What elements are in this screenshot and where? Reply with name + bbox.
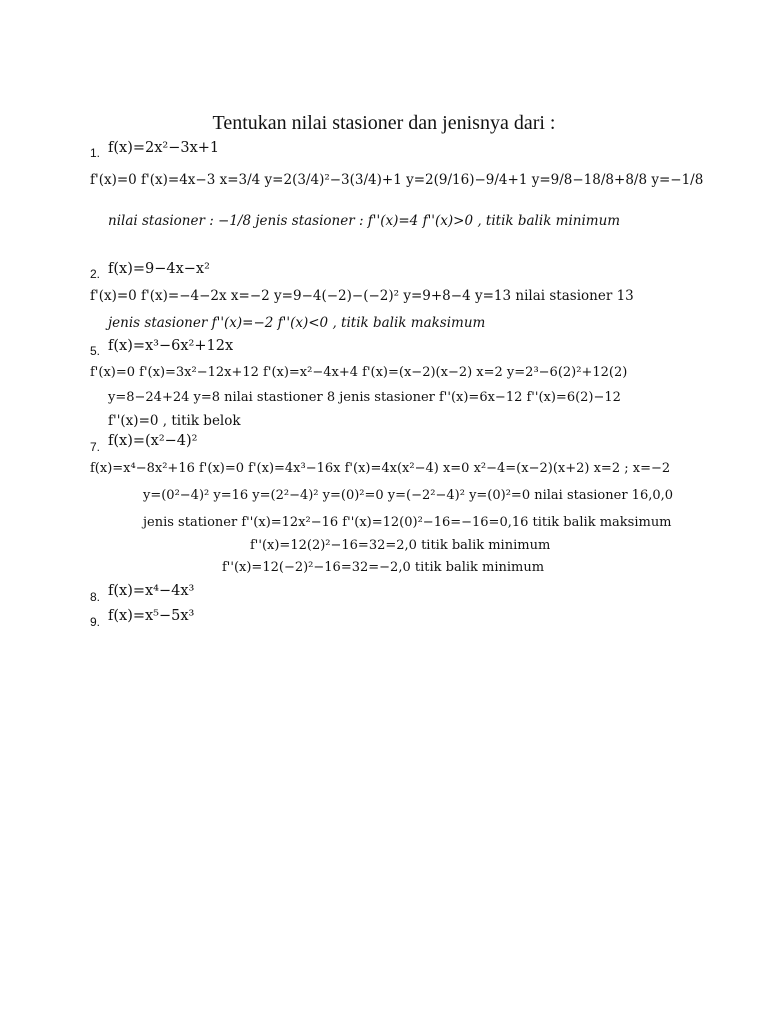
solution-line: jenis stationer f''(x)=12x²−16 f''(x)=12(0)²−16=−16=0,16 titik balik maksimum (143, 515, 672, 530)
solution-line: y=(0²−4)² y=16 y=(2²−4)² y=(0)²=0 y=(−2²−4)² y=(0)²=0 nilai stasioner 16,0,0 (143, 488, 674, 503)
solution-line: y=8−24+24 y=8 nilai stastioner 8 jenis stasioner f''(x)=6x−12 f''(x)=6(2)−12 (108, 390, 621, 405)
solution-line: f''(x)=12(2)²−16=32=2,0 titik balik minimum (250, 538, 551, 553)
problem-number: 9. (90, 615, 101, 629)
problem-function: f(x)=x⁵−5x³ (108, 608, 195, 624)
solution-line: nilai stasioner : −1/8 jenis stasioner : f''(x)=4 f''(x)>0 , titik balik minimum (108, 213, 621, 229)
solution-line: f'(x)=0 f'(x)=3x²−12x+12 f'(x)=x²−4x+4 f'(x)=(x−2)(x−2) x=2 y=2³−6(2)²+12(2) (90, 365, 628, 380)
problem-function: f(x)=x³−6x²+12x (108, 338, 234, 354)
problem-number: 1. (90, 146, 101, 160)
problem-function: f(x)=x⁴−4x³ (108, 583, 195, 599)
solution-line: f''(x)=0 , titik belok (108, 413, 241, 429)
problem-function: f(x)=(x²−4)² (108, 433, 198, 449)
problem-function: f(x)=9−4x−x² (108, 261, 210, 277)
problem-number: 8. (90, 590, 101, 604)
solution-line: f(x)=x⁴−8x²+16 f'(x)=0 f'(x)=4x³−16x f'(x)=4x(x²−4) x=0 x²−4=(x−2)(x+2) x=2 ; x=−2 (90, 461, 671, 476)
solution-line: f'(x)=0 f'(x)=−4−2x x=−2 y=9−4(−2)−(−2)² y=9+8−4 y=13 nilai stasioner 13 (90, 288, 634, 304)
solution-line: jenis stasioner f''(x)=−2 f''(x)<0 , titik balik maksimum (108, 315, 486, 331)
problem-function: f(x)=2x²−3x+1 (108, 140, 220, 156)
problem-number: 7. (90, 440, 101, 454)
solution-line: f''(x)=12(−2)²−16=32=−2,0 titik balik minimum (222, 560, 545, 575)
problem-number: 5. (90, 344, 101, 358)
problem-number: 2. (90, 267, 101, 281)
solution-line: f'(x)=0 f'(x)=4x−3 x=3/4 y=2(3/4)²−3(3/4)+1 y=2(9/16)−9/4+1 y=9/8−18/8+8/8 y=−1/8 (90, 172, 704, 188)
page-title: Tentukan nilai stasioner dan jenisnya dari : (212, 112, 556, 134)
